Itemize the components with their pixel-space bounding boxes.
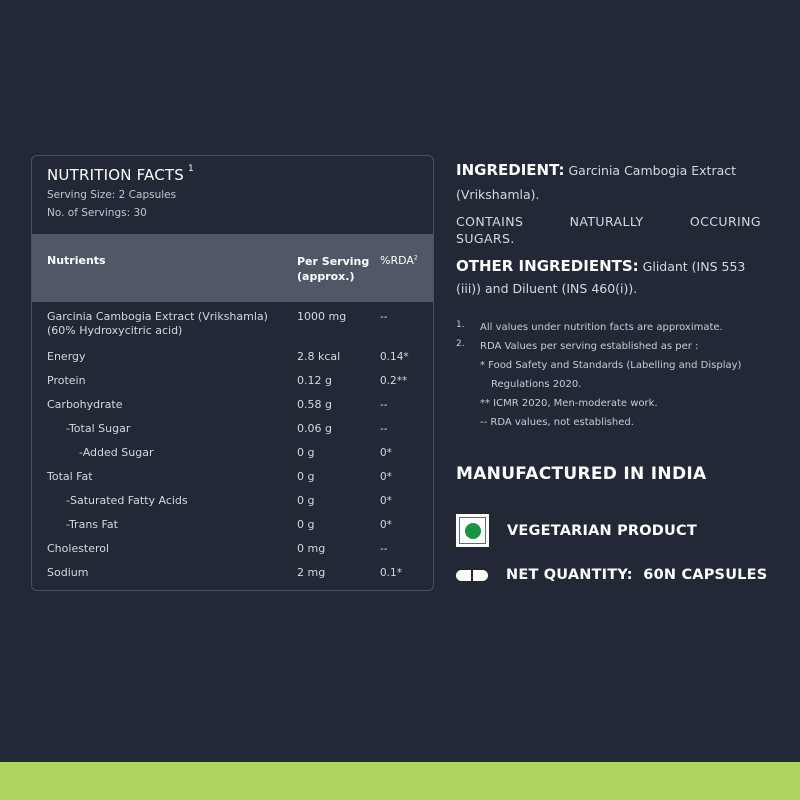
nutrient-rda: --: [380, 543, 388, 555]
nutrient-name: -Total Sugar: [66, 422, 131, 435]
contains-word: OCCURING: [689, 214, 761, 229]
table-row: [32, 542, 433, 566]
nutrition-title-text: NUTRITION FACTS: [47, 166, 184, 184]
rda-label: %RDA: [380, 254, 414, 267]
table-body: [32, 302, 433, 590]
table-row: [32, 494, 433, 518]
footnote-number: 1.: [456, 320, 465, 330]
table-row: [32, 566, 433, 590]
capsule-icon: [456, 570, 488, 581]
footnote-sub-not-established: -- RDA values, not established.: [480, 417, 634, 428]
nutrient-name: Cholesterol: [47, 542, 110, 555]
nutrient-name: Carbohydrate: [47, 398, 123, 411]
footnote-sub-icmr: ** ICMR 2020, Men-moderate work.: [480, 398, 658, 409]
nutrient-rda: 0.14*: [380, 351, 409, 363]
nutrient-rda: 0*: [380, 447, 392, 459]
nutrient-name: -Trans Fat: [66, 518, 118, 531]
footnote-sub-fssai: * Food Safety and Standards (Labelling and Display): [480, 360, 742, 371]
nutrient-rda: 0.1*: [380, 567, 402, 579]
nutrition-facts-header: [32, 156, 433, 234]
nutrition-facts-title: [47, 166, 418, 184]
vegetarian-badge: [456, 514, 697, 547]
nutrient-name: Sodium: [47, 566, 89, 579]
nutrition-facts-card: [31, 155, 434, 591]
nutrient-name: Protein: [47, 374, 86, 387]
footnotes: [456, 318, 761, 432]
footnote-text: All values under nutrition facts are approximate.: [480, 322, 723, 333]
contains-word: CONTAINS: [456, 214, 524, 229]
contains-line2: SUGARS.: [456, 231, 515, 246]
nutrient-value: 0.06 g: [297, 422, 332, 435]
nutrient-name: -Added Sugar: [79, 446, 154, 459]
nutrient-rda: 0*: [380, 471, 392, 483]
ingredient-text: Garcinia Cambogia Extract (Vrikshamla).: [456, 163, 737, 202]
nutrient-value: 1000 mg: [297, 310, 347, 323]
column-nutrients: Nutrients: [47, 254, 106, 267]
table-row: [32, 446, 433, 470]
nutrient-name: [47, 310, 292, 338]
accent-bar: [0, 762, 800, 800]
manufactured-in-india: MANUFACTURED IN INDIA: [456, 464, 707, 484]
serving-size: Serving Size: 2 Capsules: [47, 189, 177, 201]
rda-footnote: 2: [413, 254, 418, 262]
table-row: [32, 350, 433, 374]
nutrient-rda: 0.2**: [380, 375, 408, 387]
nutrient-value: 0 g: [297, 518, 315, 531]
contains-word: NATURALLY: [569, 214, 644, 229]
nutrient-rda: --: [380, 311, 388, 323]
table-header: [32, 234, 433, 302]
ingredients-panel: [456, 158, 761, 432]
ingredient-statement: [456, 158, 761, 207]
column-per-serving: [297, 254, 369, 284]
table-row: [32, 422, 433, 446]
number-of-servings: No. of Servings: 30: [47, 207, 147, 219]
nutrient-rda: --: [380, 399, 388, 411]
contains-sugars-statement: [456, 213, 761, 247]
table-row: [32, 398, 433, 422]
nutrient-value: 0 g: [297, 446, 315, 459]
nutrient-rda: 0*: [380, 519, 392, 531]
other-ingredients-statement: [456, 255, 761, 300]
net-quantity-label: NET QUANTITY: 60N CAPSULES: [506, 567, 768, 583]
nutrient-value: 0 g: [297, 470, 315, 483]
per-serving-label: Per Serving: [297, 255, 370, 268]
other-ingredients-text: Glidant (INS 553 (iii)) and Diluent (INS 460(i)).: [456, 259, 746, 296]
table-row: [32, 310, 433, 350]
table-row: [32, 470, 433, 494]
nutrient-value: 0 g: [297, 494, 315, 507]
nutrient-value: 0.58 g: [297, 398, 332, 411]
column-rda: [380, 254, 418, 267]
nutrient-name: Total Fat: [47, 470, 93, 483]
nutrient-name: -Saturated Fatty Acids: [66, 494, 188, 507]
contains-line1: [456, 213, 761, 230]
per-serving-approx-label: (approx.): [297, 270, 355, 283]
nutrient-value: 2 mg: [297, 566, 326, 579]
vegetarian-label: VEGETARIAN PRODUCT: [507, 522, 697, 539]
table-row: [32, 374, 433, 398]
footnote-text: RDA Values per serving established as per :: [480, 341, 699, 352]
nutrient-value: 0.12 g: [297, 374, 332, 387]
net-quantity-badge: [456, 567, 767, 583]
nutrient-value: 0 mg: [297, 542, 326, 555]
nutrient-name: Energy: [47, 350, 86, 363]
footnote-number: 2.: [456, 339, 465, 349]
ingredient-label: INGREDIENT:: [456, 161, 565, 179]
nutrient-rda: 0*: [380, 495, 392, 507]
nutrient-rda: --: [380, 423, 388, 435]
other-ingredients-label: OTHER INGREDIENTS:: [456, 257, 639, 275]
footnote-item: [456, 337, 761, 356]
nutrient-name-line2: (60% Hydroxycitric acid): [47, 324, 183, 337]
vegetarian-mark-icon: [456, 514, 489, 547]
footnote-sub-fssai-cont: Regulations 2020.: [491, 379, 582, 390]
footnote-item: [456, 318, 761, 337]
title-footnote: 1: [188, 164, 194, 174]
nutrient-name-line1: Garcinia Cambogia Extract (Vrikshamla): [47, 310, 268, 323]
nutrient-value: 2.8 kcal: [297, 350, 341, 363]
table-row: [32, 518, 433, 542]
